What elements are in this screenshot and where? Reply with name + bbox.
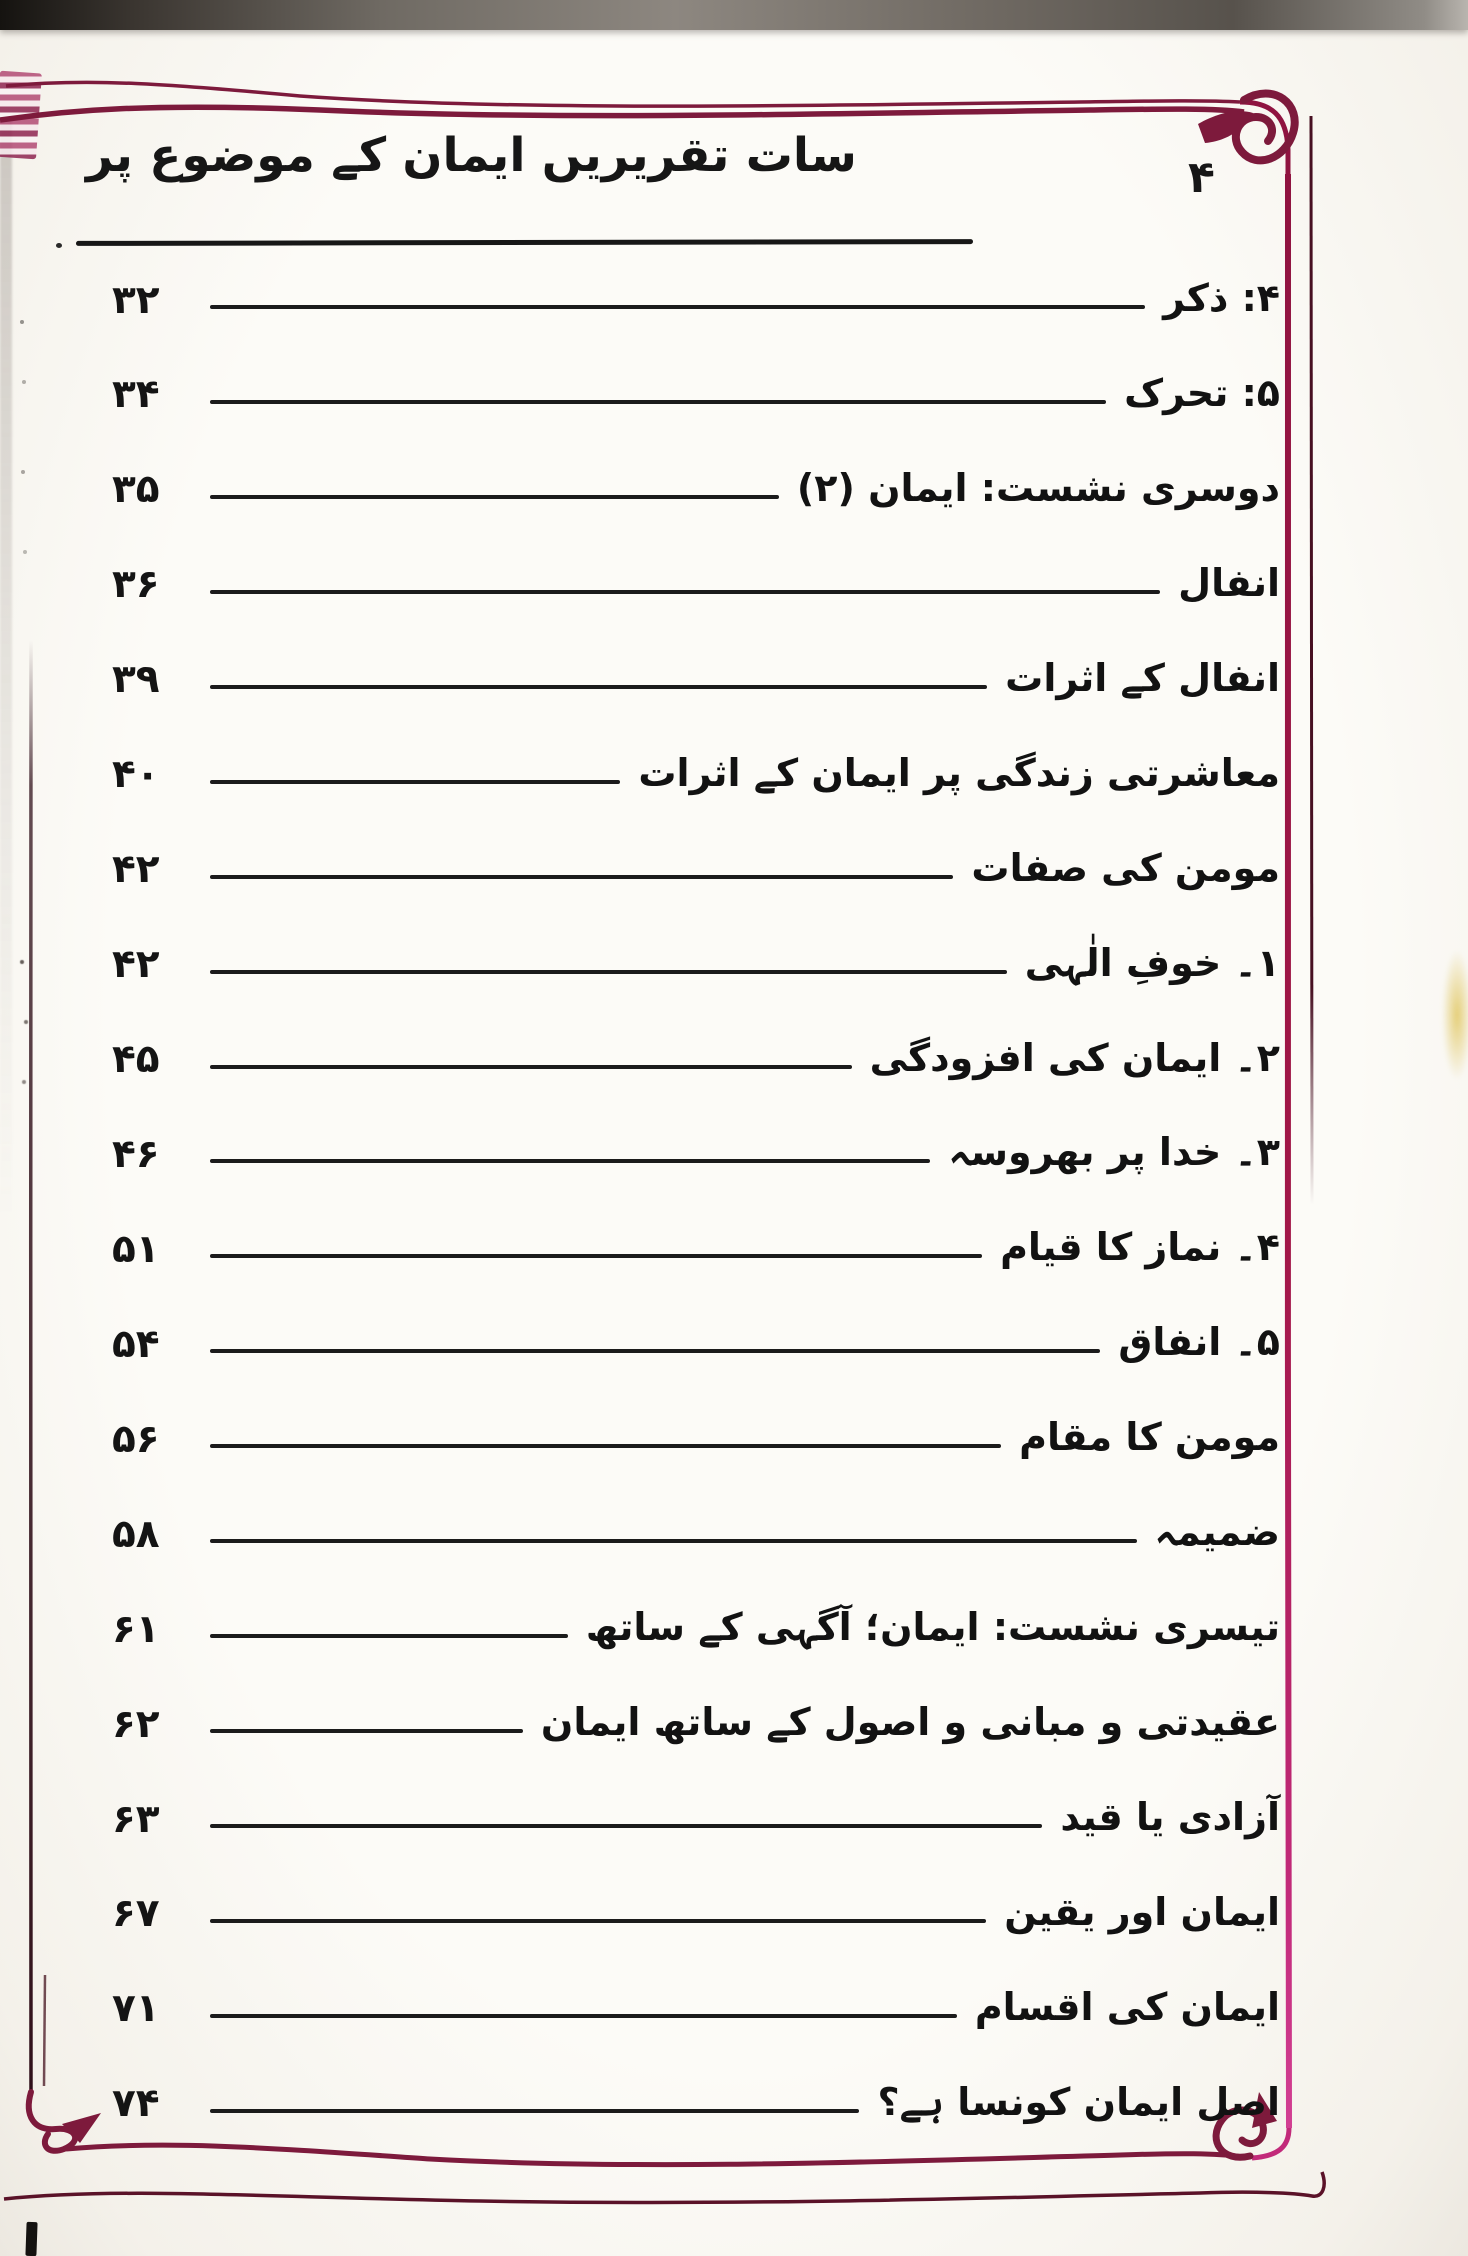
frame-bottom-outer-rule bbox=[4, 2172, 1324, 2202]
toc-entry-title: انفال bbox=[1178, 560, 1280, 605]
toc-page-number: ۶۲ bbox=[112, 1701, 160, 1747]
page-number: ۴ bbox=[1188, 152, 1215, 203]
toc-entry-title: ایمان کی اقسام bbox=[974, 1984, 1280, 2029]
toc-row bbox=[112, 1886, 1280, 1938]
running-header-title: سات تقریریں ایمان کے موضوع پر bbox=[86, 128, 857, 183]
toc-row bbox=[112, 747, 1280, 799]
toc-page-number: ۴۰ bbox=[112, 752, 160, 798]
toc-page-number: ۳۶ bbox=[112, 562, 160, 608]
toc-leader-line bbox=[210, 590, 1160, 594]
toc-row bbox=[112, 937, 1280, 989]
toc-leader-line bbox=[210, 400, 1106, 404]
toc-page-number: ۴۶ bbox=[112, 1131, 160, 1177]
toc-leader-line bbox=[210, 875, 953, 879]
toc-page-number: ۶۱ bbox=[112, 1606, 160, 1652]
frame-right-inner-rule bbox=[1311, 116, 1312, 1205]
toc-entry-title: ۵: تحرک bbox=[1124, 370, 1280, 415]
toc-row bbox=[112, 1411, 1280, 1463]
toc-entry-title: انفال کے اثرات bbox=[1005, 655, 1280, 700]
toc-entry-title: ایمان اور یقین bbox=[1004, 1889, 1280, 1934]
toc-leader-line bbox=[210, 970, 1007, 974]
header-rule-dot bbox=[56, 243, 62, 248]
toc-list bbox=[112, 272, 1280, 2128]
toc-leader-line bbox=[210, 1159, 930, 1163]
frame-left-rule bbox=[30, 640, 31, 2094]
frame-corner-knot-bl bbox=[29, 2092, 75, 2151]
toc-row bbox=[112, 1696, 1280, 1748]
toc-entry-title: ۲۔ ایمان کی افزودگی bbox=[869, 1035, 1280, 1080]
toc-leader-line bbox=[210, 495, 779, 499]
toc-page-number: ۷۴ bbox=[112, 2081, 160, 2127]
toc-page-number: ۳۹ bbox=[112, 657, 160, 703]
toc-leader-line bbox=[210, 1444, 1001, 1448]
toc-page-number: ۵۸ bbox=[112, 1511, 160, 1557]
toc-row bbox=[112, 1506, 1280, 1558]
toc-row bbox=[112, 272, 1280, 324]
toc-row bbox=[112, 1221, 1280, 1273]
toc-row bbox=[112, 1316, 1280, 1368]
toc-leader-line bbox=[210, 1729, 523, 1733]
toc-row bbox=[112, 1601, 1280, 1653]
toc-leader-line bbox=[210, 2109, 859, 2113]
toc-page-number: ۳۴ bbox=[112, 372, 160, 418]
toc-entry-title: ۴: ذکر bbox=[1163, 276, 1280, 320]
toc-page-number: ۳۲ bbox=[112, 277, 160, 323]
toc-entry-title: مومن کا مقام bbox=[1019, 1415, 1280, 1460]
toc-leader-line bbox=[210, 1919, 986, 1923]
toc-leader-line bbox=[210, 1349, 1100, 1353]
toc-leader-line bbox=[210, 1065, 852, 1069]
toc-page-number: ۴۲ bbox=[112, 942, 160, 988]
toc-row bbox=[112, 1981, 1280, 2033]
toc-page-number: ۵۴ bbox=[112, 1321, 160, 1367]
toc-page-number: ۷۱ bbox=[112, 1986, 160, 2032]
frame-bottom-inner-rule bbox=[66, 2145, 1243, 2165]
toc-row bbox=[112, 462, 1280, 514]
frame-top-outer-rule bbox=[6, 82, 1240, 106]
toc-row bbox=[112, 1126, 1280, 1178]
toc-leader-line bbox=[210, 1254, 982, 1258]
toc-row bbox=[112, 842, 1280, 894]
toc-leader-line bbox=[210, 1539, 1137, 1543]
toc-entry-title: ۱۔ خوفِ الٰہی bbox=[1024, 940, 1280, 985]
toc-row bbox=[112, 652, 1280, 704]
toc-entry-title: معاشرتی زندگی پر ایمان کے اثرات bbox=[638, 750, 1280, 795]
toc-page-number: ۶۷ bbox=[112, 1891, 160, 1937]
toc-page-number: ۴۲ bbox=[112, 847, 160, 893]
frame-top-inner-rule bbox=[0, 107, 1244, 120]
toc-row bbox=[112, 2076, 1280, 2128]
frame-right-rule bbox=[1288, 174, 1289, 2128]
toc-entry-title: عقیدتی و مبانی و اصول کے ساتھ ایمان bbox=[540, 1700, 1280, 1745]
frame-corner-leaf-bl bbox=[62, 2113, 101, 2143]
toc-leader-line bbox=[210, 1634, 568, 1638]
frame-left-inner-rule bbox=[44, 1975, 45, 2086]
toc-row bbox=[112, 1791, 1280, 1843]
toc-entry-title: ۳۔ خدا پر بھروسہ bbox=[948, 1130, 1280, 1175]
toc-page-number: ۶۳ bbox=[112, 1796, 160, 1842]
toc-leader-line bbox=[210, 780, 620, 784]
toc-row bbox=[112, 557, 1280, 609]
toc-row bbox=[112, 1032, 1280, 1084]
toc-leader-line bbox=[210, 1824, 1042, 1828]
toc-page-number: ۵۱ bbox=[112, 1226, 160, 1272]
toc-entry-title: مومن کی صفات bbox=[971, 845, 1280, 890]
toc-page-number: ۴۵ bbox=[112, 1037, 160, 1082]
toc-leader-line bbox=[210, 685, 987, 689]
toc-entry-title: تیسری نشست: ایمان؛ آگہی کے ساتھ bbox=[585, 1605, 1280, 1650]
toc-leader-line bbox=[210, 2014, 957, 2018]
toc-entry-title: آزادی یا قید bbox=[1060, 1795, 1280, 1839]
toc-entry-title: دوسری نشست: ایمان (۲) bbox=[796, 465, 1280, 510]
toc-leader-line bbox=[210, 305, 1145, 309]
toc-page-number: ۵۶ bbox=[112, 1416, 160, 1462]
toc-entry-title: ۴۔ نماز کا قیام bbox=[1000, 1225, 1280, 1270]
toc-row bbox=[112, 367, 1280, 419]
toc-entry-title: اصل ایمان کونسا ہے؟ bbox=[877, 2079, 1280, 2124]
toc-entry-title: ۵۔ انفاق bbox=[1118, 1320, 1280, 1365]
frame-corner-leaf-tr bbox=[1198, 111, 1253, 143]
toc-entry-title: ضمیمہ bbox=[1154, 1510, 1280, 1555]
toc-page-number: ۳۵ bbox=[112, 467, 160, 513]
